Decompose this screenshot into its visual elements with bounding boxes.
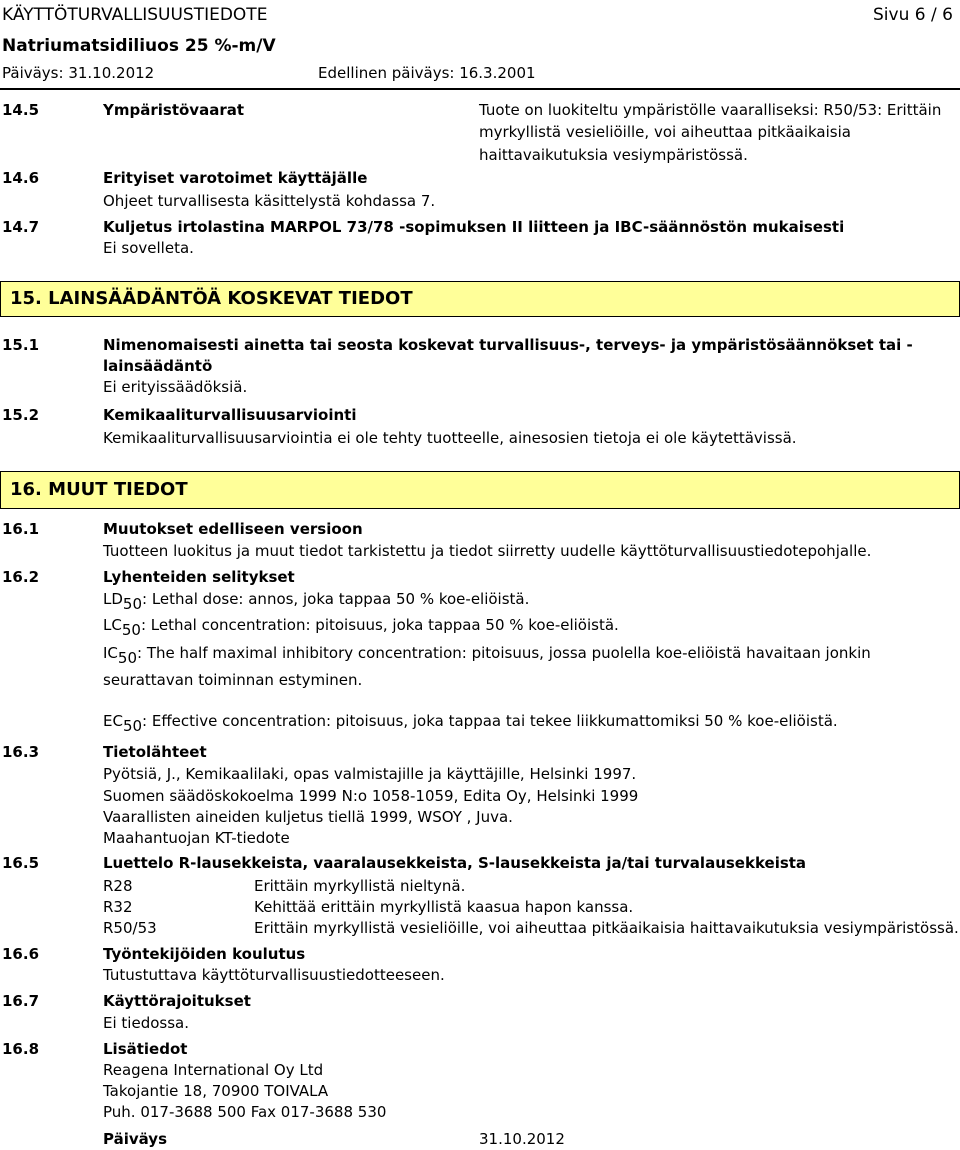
section-band-15 bbox=[0, 281, 960, 317]
abbreviation-lc bbox=[103, 615, 619, 639]
section-title: Kuljetus irtolastina MARPOL 73/78 -sopimuksen II liitteen ja IBC-säännöstön mukaisesti bbox=[103, 218, 845, 236]
abbr-sub: 50 bbox=[121, 621, 141, 639]
abbr-text: : Lethal dose: annos, joka tappaa 50 % koe-eliöistä. bbox=[142, 590, 530, 608]
previous-date: Edellinen päiväys: 16.3.2001 bbox=[318, 64, 536, 82]
section-text: Kemikaaliturvallisuusarviointia ei ole tehty tuotteelle, ainesosien tietoja ei ole käytettävissä. bbox=[103, 429, 797, 447]
contact-line: Takojantie 18, 70900 TOIVALA bbox=[103, 1082, 329, 1100]
section-title: Nimenomaisesti ainetta tai seosta koskevat turvallisuus-, terveys- ja ympäristösäännökset tai - bbox=[103, 336, 913, 354]
abbr-base: LD bbox=[103, 590, 123, 608]
source-item: Vaarallisten aineiden kuljetus tiellä 1999, WSOY , Juva. bbox=[103, 808, 513, 826]
section-heading: 16. MUUT TIEDOT bbox=[10, 479, 188, 500]
contact-line: Puh. 017-3688 500 Fax 017-3688 530 bbox=[103, 1103, 387, 1121]
contact-line: Reagena International Oy Ltd bbox=[103, 1061, 324, 1079]
section-number: 15.1 bbox=[2, 336, 40, 354]
r-phrase-text: Erittäin myrkyllistä nieltynä. bbox=[254, 877, 466, 895]
section-text: Tutustuttava käyttöturvallisuustiedotteeseen. bbox=[103, 966, 445, 984]
section-number: 14.6 bbox=[2, 169, 40, 187]
section-title: Erityiset varotoimet käyttäjälle bbox=[103, 169, 368, 187]
section-text: myrkyllistä vesieliöille, voi aiheuttaa pitkäaikaisia bbox=[479, 123, 851, 141]
r-phrase-text: Erittäin myrkyllistä vesieliöille, voi aiheuttaa pitkäaikaisia haittavaikutuksia vesiympäristössä. bbox=[254, 919, 959, 937]
section-title: Lisätiedot bbox=[103, 1040, 188, 1058]
section-number: 15.2 bbox=[2, 406, 40, 424]
abbr-text: : Effective concentration: pitoisuus, joka tappaa tai tekee liikkumattomiksi 50 % koe-eliöistä. bbox=[142, 712, 838, 730]
section-number: 16.7 bbox=[2, 992, 40, 1010]
abbreviation-ic bbox=[103, 643, 871, 667]
abbr-base: LC bbox=[103, 616, 122, 634]
abbr-text: : Lethal concentration: pitoisuus, joka tappaa 50 % koe-eliöistä. bbox=[140, 616, 619, 634]
section-number: 16.2 bbox=[2, 568, 40, 586]
section-text: Ei sovelleta. bbox=[103, 239, 194, 257]
header-rule bbox=[0, 88, 960, 90]
abbr-base: EC bbox=[103, 712, 123, 730]
section-title: Luettelo R-lausekkeista, vaaralausekkeista, S-lausekkeista ja/tai turvalausekkeista bbox=[103, 854, 807, 872]
abbr-text: : The half maximal inhibitory concentration: pitoisuus, jossa puolella koe-eliöistä havaitaan jonkin bbox=[137, 644, 871, 662]
footer-date-label: Päiväys bbox=[103, 1130, 167, 1148]
section-title: Työntekijöiden koulutus bbox=[103, 945, 306, 963]
abbreviation-ld bbox=[103, 589, 530, 613]
section-number: 16.1 bbox=[2, 520, 40, 538]
r-phrase-text: Kehittää erittäin myrkyllistä kaasua hapon kanssa. bbox=[254, 898, 634, 916]
issue-date: Päiväys: 31.10.2012 bbox=[2, 64, 155, 82]
r-phrase-code: R32 bbox=[103, 898, 133, 916]
product-name: Natriumatsidiliuos 25 %-m/V bbox=[2, 36, 276, 56]
section-number: 14.5 bbox=[2, 101, 40, 119]
section-number: 16.3 bbox=[2, 743, 40, 761]
r-phrase-code: R28 bbox=[103, 877, 133, 895]
footer-date: 31.10.2012 bbox=[479, 1130, 565, 1148]
r-phrase-code: R50/53 bbox=[103, 919, 157, 937]
section-number: 14.7 bbox=[2, 218, 40, 236]
section-text: haittavaikutuksia vesiympäristössä. bbox=[479, 146, 748, 164]
source-item: Pyötsiä, J., Kemikaalilaki, opas valmistajille ja käyttäjille, Helsinki 1997. bbox=[103, 765, 637, 783]
abbr-sub: 50 bbox=[117, 649, 137, 667]
section-title: Ympäristövaarat bbox=[103, 101, 245, 119]
abbreviation-ic-cont: seurattavan toiminnan estyminen. bbox=[103, 671, 363, 689]
section-number: 16.5 bbox=[2, 854, 40, 872]
section-title: Kemikaaliturvallisuusarviointi bbox=[103, 406, 357, 424]
section-title: lainsäädäntö bbox=[103, 357, 213, 375]
abbr-base: IC bbox=[103, 644, 118, 662]
section-title: Lyhenteiden selitykset bbox=[103, 568, 295, 586]
section-text: Ohjeet turvallisesta käsittelystä kohdassa 7. bbox=[103, 192, 436, 210]
source-item: Maahantuojan KT-tiedote bbox=[103, 829, 290, 847]
document-title: KÄYTTÖTURVALLISUUSTIEDOTE bbox=[2, 5, 268, 25]
section-title: Tietolähteet bbox=[103, 743, 207, 761]
section-title: Muutokset edelliseen versioon bbox=[103, 520, 363, 538]
section-band-16 bbox=[0, 471, 960, 509]
abbr-sub: 50 bbox=[122, 595, 143, 613]
abbreviation-ec bbox=[103, 711, 838, 735]
section-text: Ei tiedossa. bbox=[103, 1014, 189, 1032]
section-number: 16.6 bbox=[2, 945, 40, 963]
section-heading: 15. LAINSÄÄDÄNTÖÄ KOSKEVAT TIEDOT bbox=[10, 288, 413, 309]
section-number: 16.8 bbox=[2, 1040, 40, 1058]
section-text: Tuote on luokiteltu ympäristölle vaaralliseksi: R50/53: Erittäin bbox=[479, 101, 942, 119]
section-text: Ei erityissäädöksiä. bbox=[103, 378, 248, 396]
abbr-sub: 50 bbox=[122, 717, 143, 735]
section-title: Käyttörajoitukset bbox=[103, 992, 251, 1010]
source-item: Suomen säädöskokoelma 1999 N:o 1058-1059, Edita Oy, Helsinki 1999 bbox=[103, 787, 639, 805]
page-number: Sivu 6 / 6 bbox=[873, 5, 953, 25]
section-text: Tuotteen luokitus ja muut tiedot tarkistettu ja tiedot siirretty uudelle käyttöturvallisuustiedotepohjalle. bbox=[103, 542, 872, 560]
